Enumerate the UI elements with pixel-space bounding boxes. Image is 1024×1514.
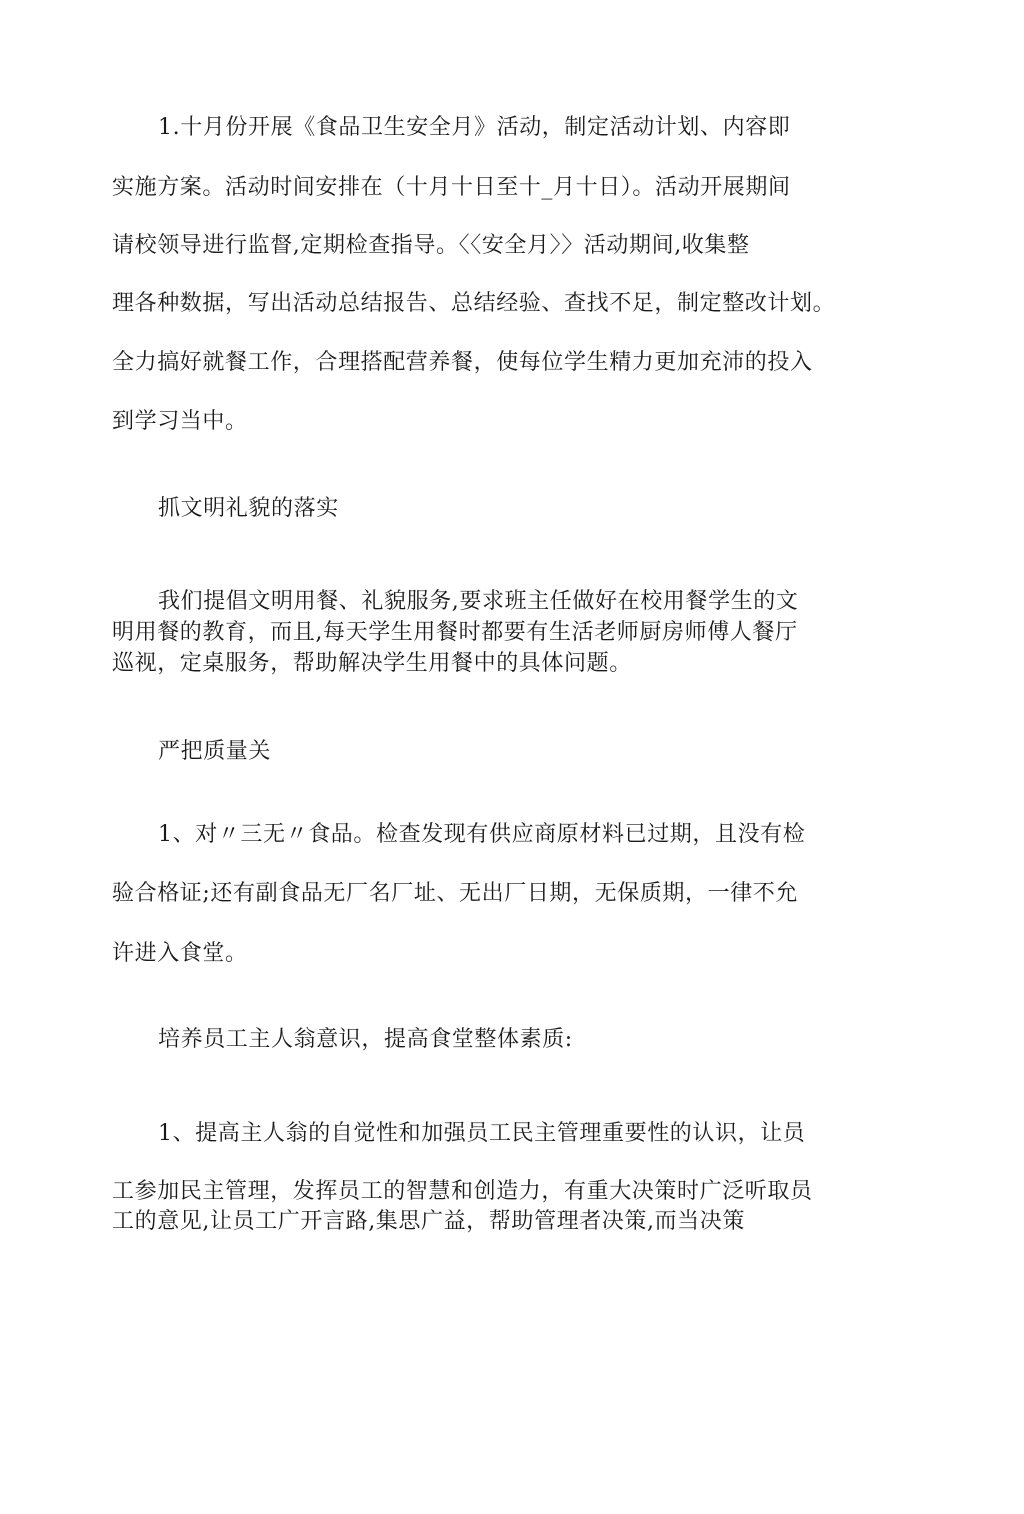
text-line: 全力搞好就餐工作，合理搭配营养餐，使每位学生精力更加充沛的投入 (112, 350, 813, 375)
text-line: 我们提倡文明用餐、礼貌服务,要求班主任做好在校用餐学生的文 (158, 589, 799, 614)
section-heading-staff: 培养员工主人翁意识，提高食堂整体素质: (158, 1027, 573, 1052)
text-line: 工的意见,让员工广开言路,集思广益，帮助管理者决策,而当决策 (112, 1209, 745, 1234)
text-line: 到学习当中。 (112, 409, 248, 434)
text-line: 1.十月份开展《食品卫生安全月》活动，制定活动计划、内容即 (158, 115, 791, 140)
text-line: 巡视，定桌服务，帮助解决学生用餐中的具体问题。 (112, 651, 632, 676)
section-heading-quality: 严把质量关 (158, 739, 272, 764)
text-line: 验合格证;还有副食品无厂名厂址、无出厂日期，无保质期，一律不允 (112, 881, 799, 906)
text-line: 实施方案。活动时间安排在（十月十日至十_月十日）。活动开展期间 (112, 175, 791, 200)
section-heading-etiquette: 抓文明礼貌的落实 (158, 496, 339, 521)
text-line: 1、提高主人翁的自觉性和加强员工民主管理重要性的认识，让员 (158, 1121, 806, 1146)
text-line: 许进入食堂。 (112, 941, 248, 966)
text-line: 1、对〃三无〃食品。检查发现有供应商原材料已过期，且没有检 (158, 822, 806, 847)
text-line: 请校领导进行监督,定期检查指导。〈〈安全月〉〉活动期间,收集整 (112, 233, 750, 258)
text-line: 明用餐的教育，而且,每天学生用餐时都要有生活老师厨房师傅人餐厅 (112, 620, 798, 645)
text-line: 理各种数据，写出活动总结报告、总结经验、查找不足，制定整改计划。 (112, 291, 836, 316)
text-line: 工参加民主管理，发挥员工的智慧和创造力，有重大决策时广泛听取员 (112, 1179, 813, 1204)
